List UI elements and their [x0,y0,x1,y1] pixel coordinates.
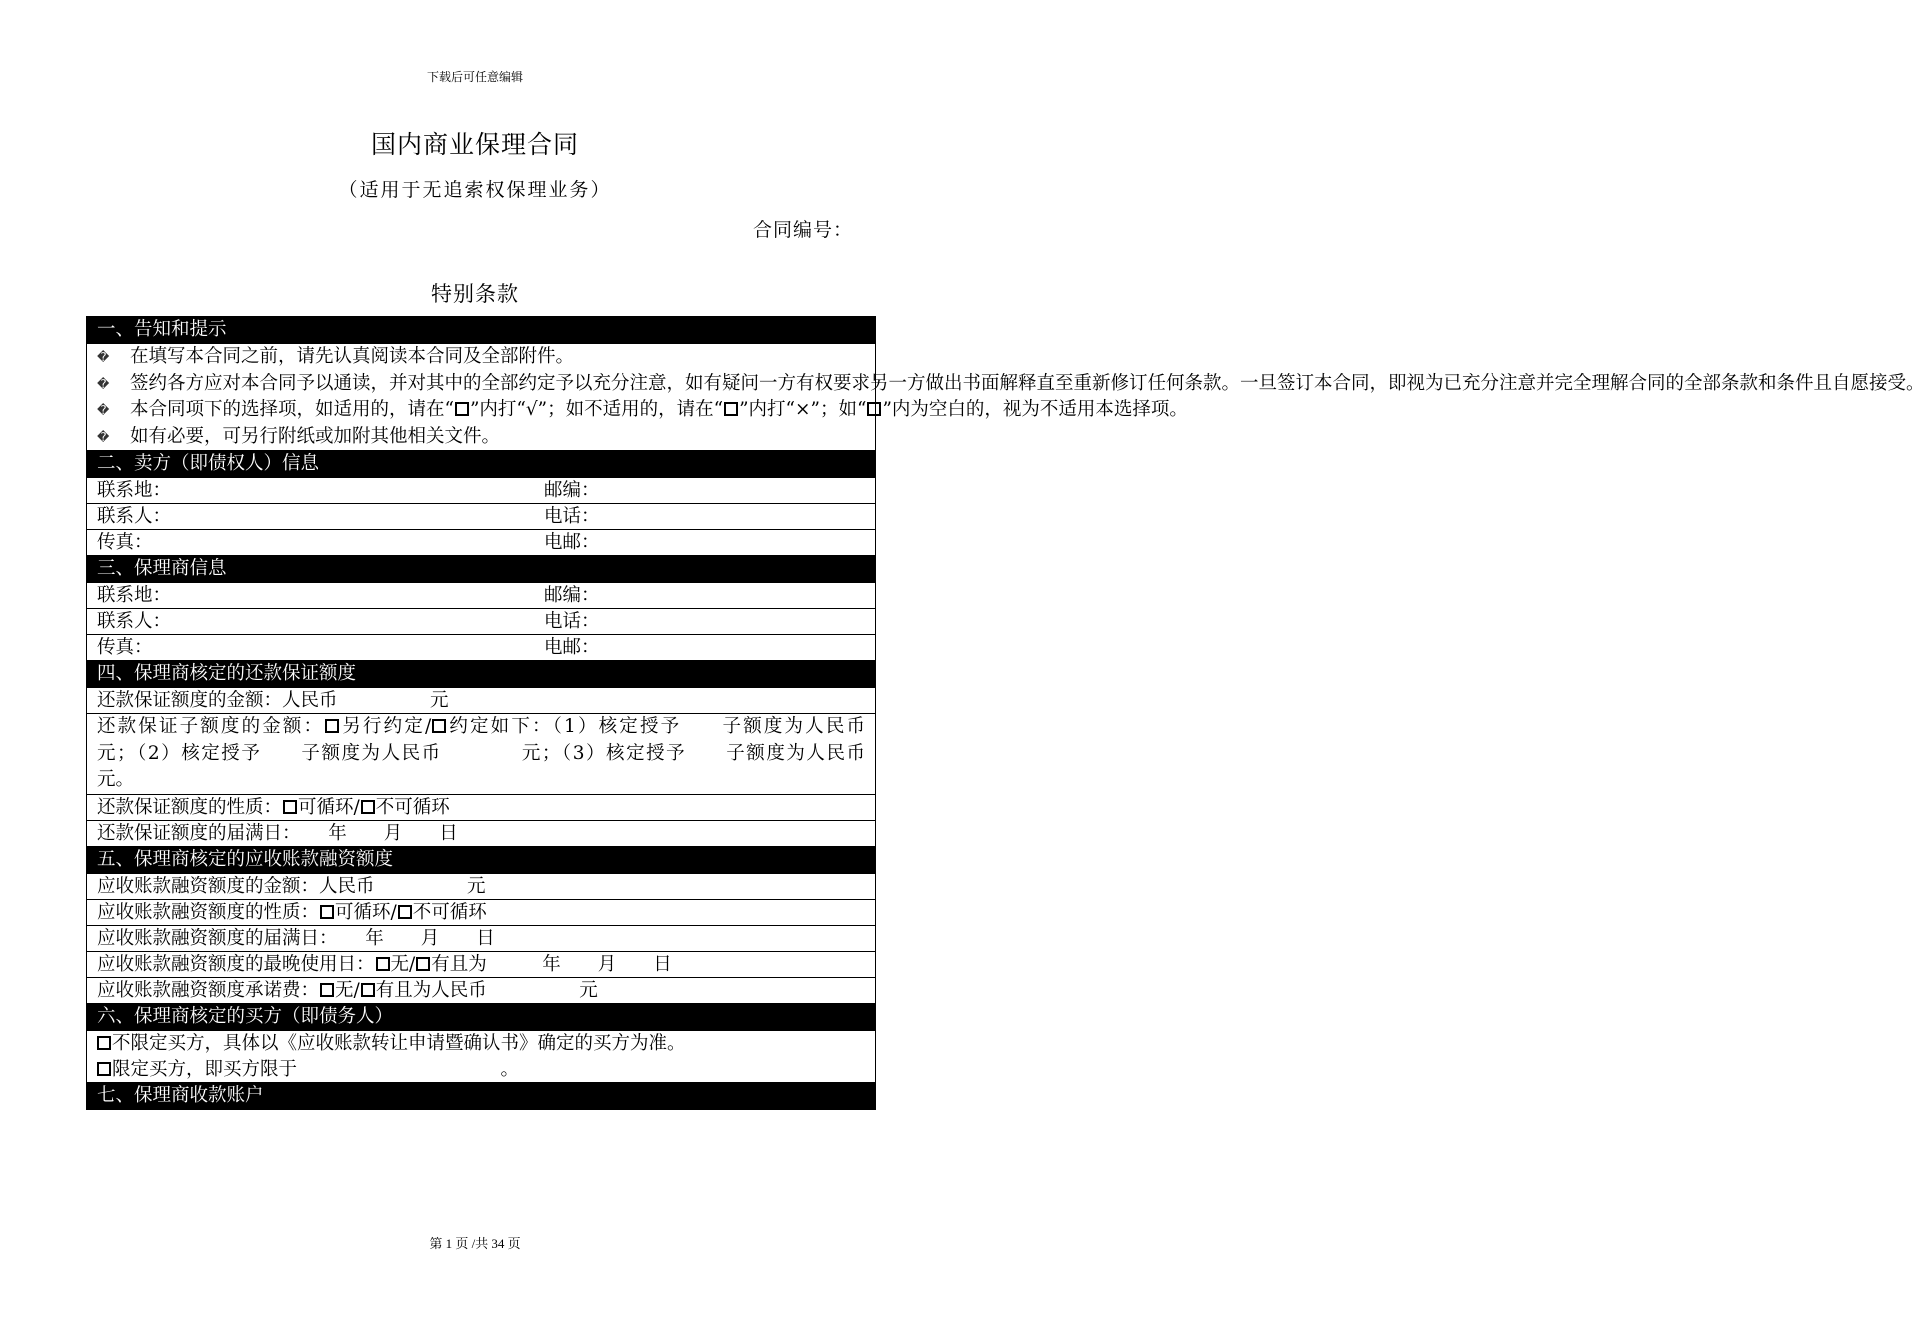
buyer-option-limited [87,1057,875,1083]
seller-row-fax [87,530,875,556]
buyer-option-unlimited [87,1031,875,1057]
bullet-icon: � [97,376,110,391]
checkbox-icon[interactable] [432,719,446,733]
factor-postcode-label: 邮编： [544,585,600,606]
latest-text: 应收账款融资额度的最晚使用日： [97,953,375,975]
latest-text: 无/ [390,953,416,975]
checkbox-icon[interactable] [361,800,375,814]
factor-row-contact [87,609,875,635]
document-title: 国内商业保理合同 [370,130,579,159]
notice-block [87,344,1925,451]
checkbox-icon [724,402,738,416]
fee-text: 有且为人民币 元 [375,979,598,1001]
financing-nature-row [87,900,875,926]
nature-text: 不可循环 [412,901,487,923]
checkbox-icon[interactable] [283,800,297,814]
section-heading-guarantee-limit: 四、保理商核定的还款保证额度 [87,661,875,688]
document-subtitle: （适用于无追索权保理业务） [338,179,612,201]
seller-row-address [87,478,875,504]
notice-item [97,424,865,451]
bullet-icon: � [97,350,110,364]
checkbox-icon[interactable] [320,905,334,919]
guarantee-sublimit-row [87,714,940,795]
bullet-icon: � [97,429,110,444]
checkbox-icon[interactable] [361,983,375,997]
nature-text: 还款保证额度的性质： [97,796,283,818]
factor-row-fax [87,635,875,661]
checkbox-icon [867,402,881,416]
section-heading-buyer: 六、保理商核定的买方（即债务人） [87,1004,875,1031]
factor-phone-label: 电话： [544,611,600,632]
section-heading-notice: 一、告知和提示 [87,317,875,344]
checkbox-icon[interactable] [325,719,339,733]
nature-text: 应收账款融资额度的性质： [97,901,320,923]
checkbox-icon[interactable] [416,957,430,971]
checkbox-icon[interactable] [398,905,412,919]
financing-expiry-row: 应收账款融资额度的届满日： 年 月 日 [87,926,875,952]
top-note: 下载后可任意编辑 [426,70,523,84]
guarantee-nature-row [87,795,875,821]
notice-text: 签约各方应对本合同予以通读，并对其中的全部约定予以充分注意，如有疑问一方有权要求另一方做出书面解释直至重新修订任何条款。一旦签订本合同，即视为已充分注意并完全理解合同的全部条款和条件且自愿接受。 [130,372,1925,394]
nature-text: 不可循环 [375,796,450,818]
seller-email-label: 电邮： [544,532,600,553]
seller-contact-label: 联系人： [97,506,172,527]
factor-row-address [87,583,875,609]
section-heading-account: 七、保理商收款账户 [87,1083,875,1109]
guarantee-amount-row: 还款保证额度的金额：人民币 元 [87,688,875,714]
notice-text: 如有必要，可另行附纸或加附其他相关文件。 [130,425,501,447]
notice-item [97,371,1925,398]
buyer-option-text: 限定买方，即买方限于 。 [112,1058,520,1080]
section-heading-seller: 二、卖方（即债权人）信息 [87,451,875,478]
notice-text: 在填写本合同之前，请先认真阅读本合同及全部附件。 [130,346,575,367]
fee-text: 应收账款融资额度承诺费： [97,979,320,1001]
seller-address-label: 联系地： [97,480,172,501]
guarantee-expiry-row: 还款保证额度的届满日： 年 月 日 [87,821,875,847]
notice-text: ”内打“√”；如不适用的，请在“ [469,399,724,420]
checkbox-icon[interactable] [376,957,390,971]
seller-row-contact [87,504,875,530]
nature-text: 可循环/ [298,796,360,818]
sublimit-text: 约定如下：（1）核定授予 子额度为人民币 元；（2）核定授予 子额度为人民币 元；（3）核定授予 子额度为人民币 元。 [97,716,940,790]
notice-item [97,344,865,371]
contract-number-label: 合同编号： [752,219,853,241]
factor-contact-label: 联系人： [97,611,172,632]
notice-text: ”内为空白的，视为不适用本选择项。 [882,399,1188,420]
section-heading-factor: 三、保理商信息 [87,556,875,583]
page-footer: 第 1 页 /共 34 页 [429,1236,521,1251]
special-terms-heading: 特别条款 [431,282,519,306]
sublimit-text: 还款保证子额度的金额： [97,716,325,737]
checkbox-icon [455,402,469,416]
section-heading-financing-limit: 五、保理商核定的应收账款融资额度 [87,847,875,874]
factor-email-label: 电邮： [544,637,600,658]
financing-fee-row [87,978,875,1004]
nature-text: 可循环/ [335,901,397,923]
fee-text: 无/ [335,979,360,1001]
buyer-option-text: 不限定买方，具体以《应收账款转让申请暨确认书》确定的买方为准。 [112,1032,686,1054]
checkbox-icon[interactable] [97,1036,111,1050]
bullet-icon: � [97,403,110,417]
seller-fax-label: 传真： [97,532,153,553]
factor-fax-label: 传真： [97,637,153,658]
sublimit-text: 另行约定/ [340,716,432,737]
factor-address-label: 联系地： [97,585,172,606]
notice-text: ”内打“×”；如“ [739,399,867,420]
checkbox-icon[interactable] [97,1062,111,1076]
latest-text: 有且为 年 月 日 [431,953,672,975]
financing-amount-row: 应收账款融资额度的金额：人民币 元 [87,874,875,900]
notice-item [97,397,1188,424]
financing-latest-use-row [87,952,875,978]
checkbox-icon[interactable] [320,983,334,997]
notice-text: 本合同项下的选择项，如适用的，请在“ [130,399,454,420]
seller-phone-label: 电话： [544,506,600,527]
seller-postcode-label: 邮编： [544,480,600,501]
form-table [86,316,1925,1110]
